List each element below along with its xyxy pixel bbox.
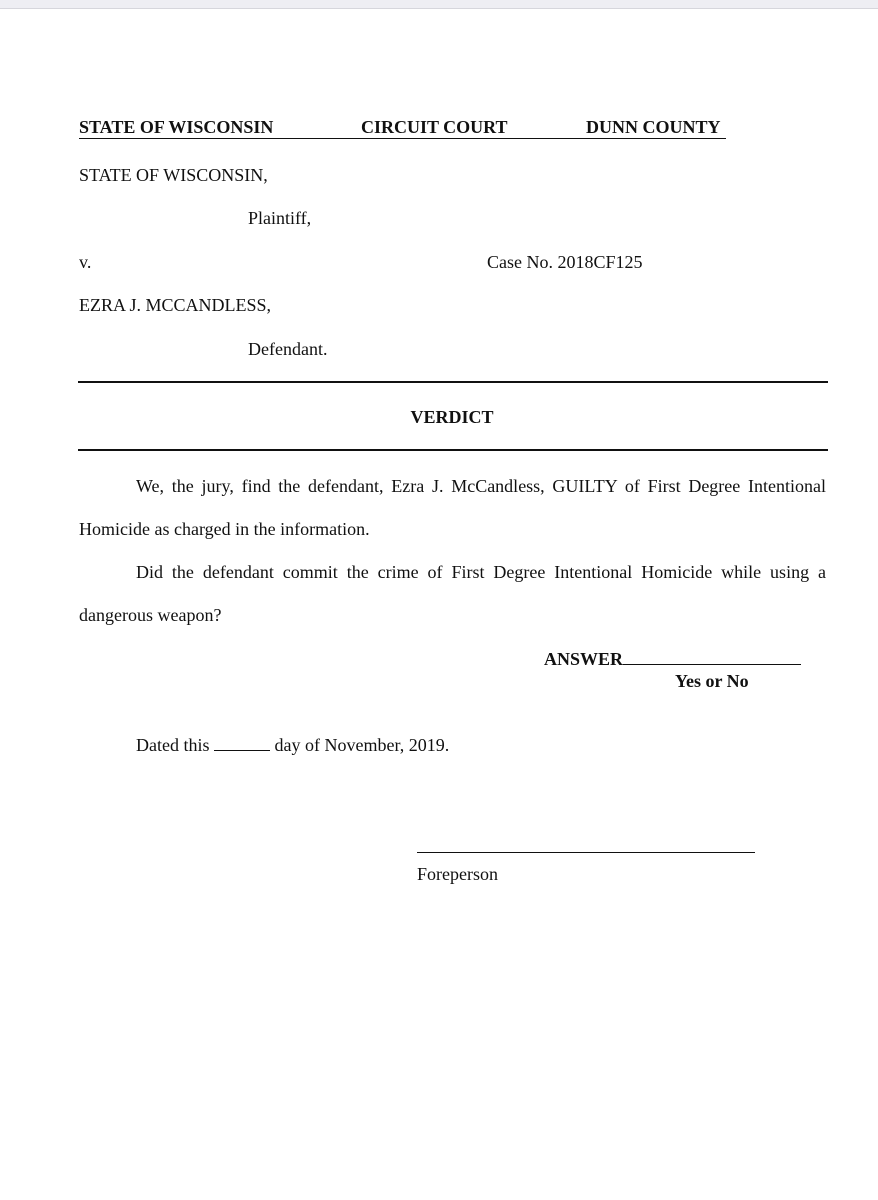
versus-label: v.: [79, 252, 92, 272]
caption-state: STATE OF WISCONSIN: [79, 117, 274, 137]
document-title: VERDICT: [410, 407, 494, 427]
defendant-name: EZRA J. MCCANDLESS,: [79, 295, 272, 315]
caption-court: CIRCUIT COURT: [361, 117, 508, 137]
dated-suffix: day of November, 2019.: [274, 735, 450, 755]
plaintiff-name: STATE OF WISCONSIN,: [79, 165, 268, 185]
question-paragraph: Did the defendant commit the crime of First Degree Intentional Homicide while using a dangerous weapon?: [79, 562, 826, 625]
signature-line: [417, 852, 755, 853]
defendant-role: Defendant.: [248, 339, 328, 359]
day-blank: [214, 750, 270, 751]
answer-blank: [623, 664, 801, 665]
court-caption: [79, 116, 726, 139]
plaintiff-role: Plaintiff,: [248, 208, 312, 228]
answer-field: [544, 648, 801, 670]
bottom-divider: [78, 449, 828, 451]
answer-hint: Yes or No: [675, 671, 749, 691]
finding-paragraph: We, the jury, find the defendant, Ezra J. McCandless, GUILTY of First Degree Intentional Homicide as charged in the information.: [79, 476, 826, 539]
dated-prefix: Dated this: [136, 735, 210, 755]
top-divider: [78, 381, 828, 383]
foreperson-label: Foreperson: [417, 864, 498, 884]
caption-county: DUNN COUNTY: [586, 117, 721, 137]
answer-label: ANSWER: [544, 649, 624, 669]
viewer-top-edge: [0, 0, 878, 9]
case-number: Case No. 2018CF125: [487, 252, 643, 272]
dated-line: [136, 734, 449, 756]
